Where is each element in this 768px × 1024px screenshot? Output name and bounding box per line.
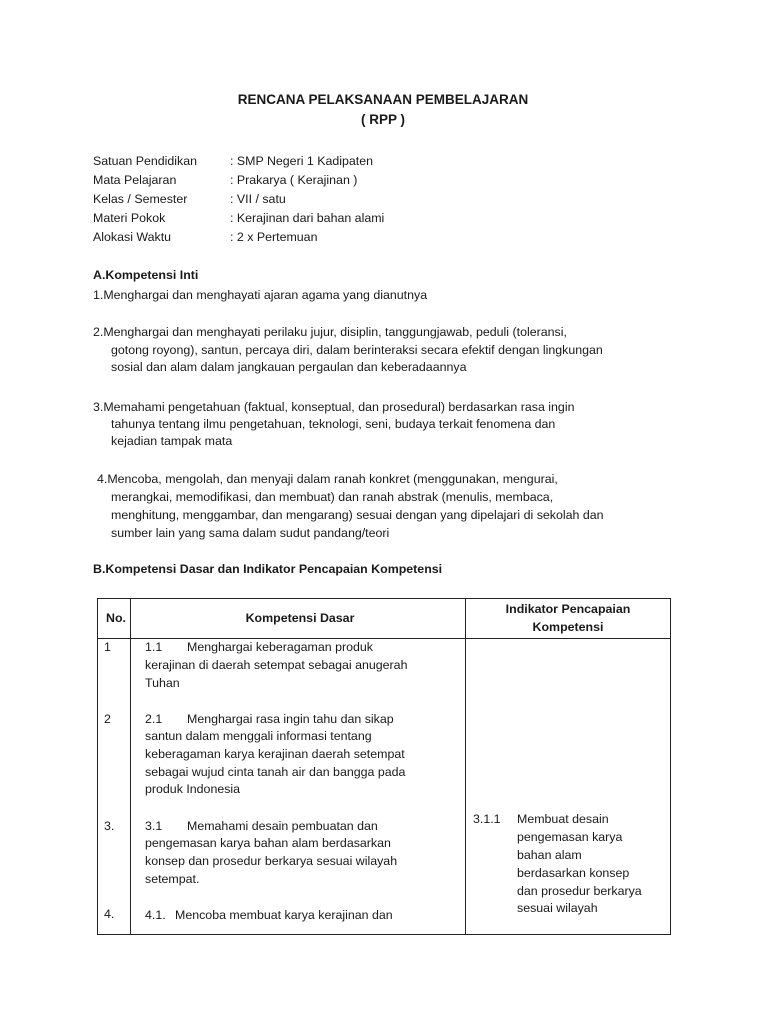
info-label: Satuan Pendidikan xyxy=(93,154,198,168)
kd-num: 4.1. xyxy=(145,908,166,922)
document-subtitle: ( RPP ) xyxy=(360,112,406,127)
ki-item-line: gotong royong), santun, percaya diri, dalam berinteraksi secara efektif dengan lingkungan xyxy=(111,343,603,357)
kd-text: Memahami desain pembuatan dan xyxy=(187,819,378,833)
indicator-text: berdasarkan konsep xyxy=(517,866,630,880)
kd-text: keberagaman karya kerajinan daerah setempat xyxy=(145,747,405,761)
indicator-text: dan prosedur berkarya xyxy=(517,884,642,898)
kd-num: 1.1 xyxy=(145,640,163,654)
kd-num: 3.1 xyxy=(145,819,163,833)
ki-item-line: merangkai, memodifikasi, dan membuat) dan ranah abstrak (menulis, membaca, xyxy=(111,490,554,504)
kd-text: Tuhan xyxy=(145,676,180,690)
kd-text: pengemasan karya bahan alam berdasarkan xyxy=(145,836,391,850)
info-value: : SMP Negeri 1 Kadipaten xyxy=(230,154,374,168)
header-kd: Kompetensi Dasar xyxy=(245,611,355,625)
indicator-num: 3.1.1 xyxy=(473,812,501,826)
ki-item-line: sumber lain yang sama dalam sudut pandang/teori xyxy=(111,526,390,540)
indicator-text: sesuai wilayah xyxy=(517,901,598,915)
section-a-heading: A.Kompetensi Inti xyxy=(93,268,199,282)
indicator-text: Membuat desain xyxy=(517,812,609,826)
ki-item-line: tahunya tentang ilmu pengetahuan, teknologi, seni, budaya terkait fenomena dan xyxy=(111,417,556,431)
kd-text: setempat. xyxy=(145,872,200,886)
kd-text: produk Indonesia xyxy=(145,782,241,796)
ki-item: 2.Menghargai dan menghayati perilaku jujur, disiplin, tanggungjawab, peduli (toleransi, xyxy=(93,325,567,339)
info-value: : VII / satu xyxy=(230,192,286,206)
indicator-text: pengemasan karya xyxy=(517,830,623,844)
header-divider xyxy=(98,638,670,639)
info-value: : Kerajinan dari bahan alami xyxy=(230,211,385,225)
kd-text: Menghargai keberagaman produk xyxy=(187,640,373,654)
header-no: No. xyxy=(106,611,126,625)
ki-item-line: menghitung, menggambar, dan mengarang) sesuai dengan yang dipelajari di sekolah dan xyxy=(111,508,604,522)
kd-text: sebagai wujud cinta tanah air dan bangga pada xyxy=(145,765,406,779)
ki-item-line: kejadian tampak mata xyxy=(111,434,233,448)
info-label: Kelas / Semester xyxy=(93,192,188,206)
info-label: Alokasi Waktu xyxy=(93,230,172,244)
section-b-heading: B.Kompetensi Dasar dan Indikator Pencapaian Kompetensi xyxy=(93,562,443,576)
kd-text: Mencoba membuat karya kerajinan dan xyxy=(175,908,393,922)
column-divider xyxy=(130,599,131,934)
kd-text: kerajinan di daerah setempat sebagai anugerah xyxy=(145,658,408,672)
column-divider xyxy=(465,599,466,934)
info-value: : 2 x Pertemuan xyxy=(230,230,318,244)
info-value: : Prakarya ( Kerajinan ) xyxy=(230,173,358,187)
ki-item: 1.Menghargai dan menghayati ajaran agama yang dianutnya xyxy=(93,288,428,302)
indicator-text: bahan alam xyxy=(517,848,582,862)
kd-text: Menghargai rasa ingin tahu dan sikap xyxy=(187,712,394,726)
ki-item: 3.Memahami pengetahuan (faktual, konseptual, dan prosedural) berdasarkan rasa ingin xyxy=(93,400,575,414)
kd-text: santun dalam menggali informasi tentang xyxy=(145,729,372,743)
ki-item: 4.Mencoba, mengolah, dan menyaji dalam ranah konkret (menggunakan, mengurai, xyxy=(97,472,558,486)
info-label: Mata Pelajaran xyxy=(93,173,177,187)
row-no: 1 xyxy=(104,640,111,654)
row-no: 4. xyxy=(104,907,115,921)
kd-num: 2.1 xyxy=(145,712,163,726)
kd-text: konsep dan prosedur berkarya sesuai wilayah xyxy=(145,854,398,868)
row-no: 3. xyxy=(104,819,115,833)
info-label: Materi Pokok xyxy=(93,211,166,225)
ki-item-line: sosial dan alam dalam jangkauan pergaulan dan keberadaannya xyxy=(111,360,467,374)
header-ipk: Indikator Pencapaian xyxy=(505,602,631,616)
row-no: 2 xyxy=(104,712,111,726)
document-title: RENCANA PELAKSANAAN PEMBELAJARAN xyxy=(237,92,529,107)
header-ipk: Kompetensi xyxy=(532,620,604,634)
